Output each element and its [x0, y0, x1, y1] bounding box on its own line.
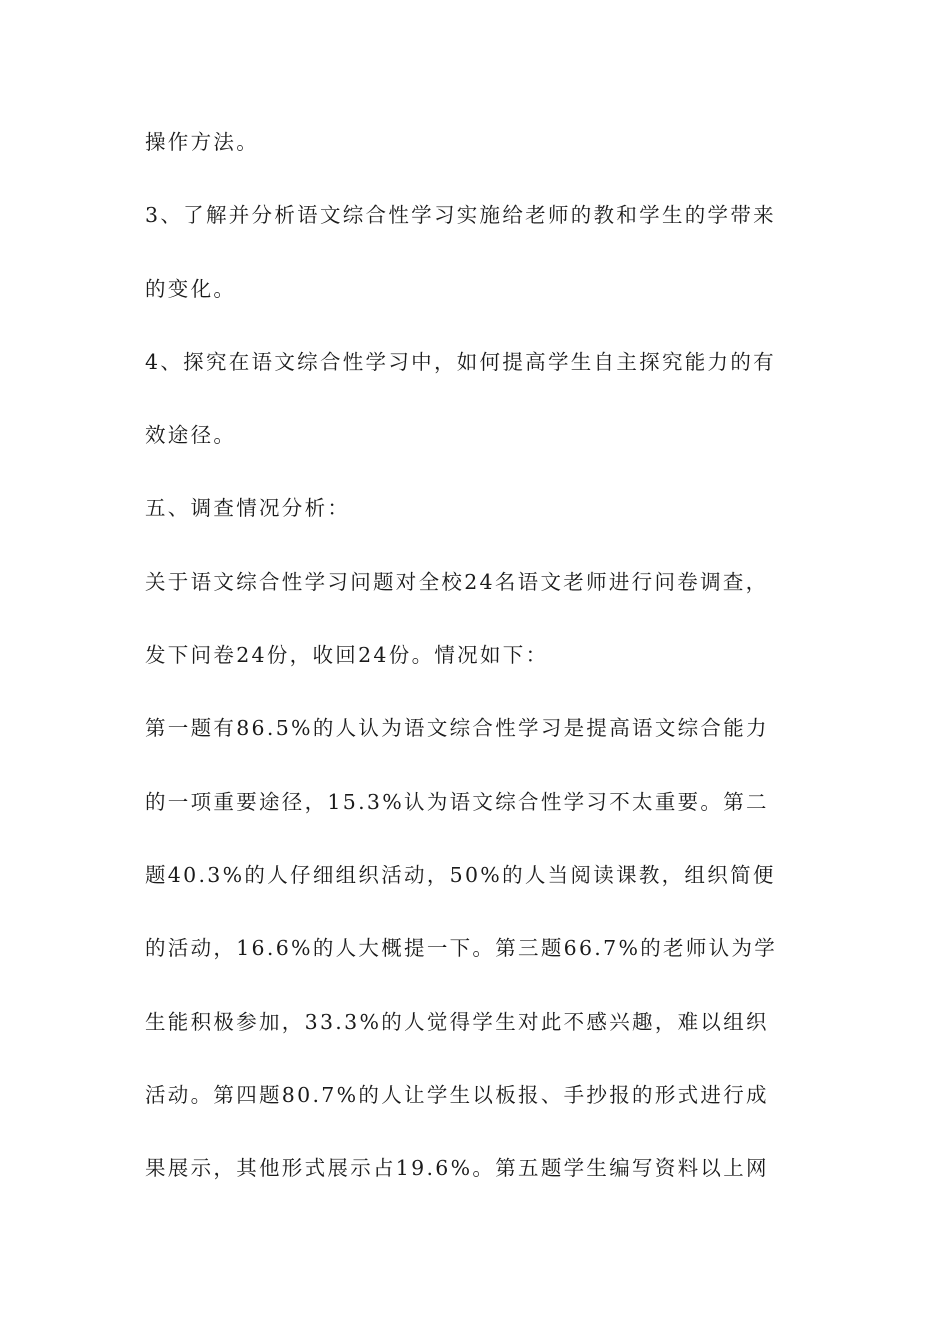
text-line: 活动。第四题80.7%的人让学生以板报、手抄报的形式进行成 — [145, 1082, 769, 1107]
text-line: 第一题有86.5%的人认为语文综合性学习是提高语文综合能力 — [145, 716, 769, 741]
document-body — [145, 130, 810, 1229]
text-line: 的变化。 — [145, 276, 237, 301]
text-line: 题40.3%的人仔细组织活动，50%的人当阅读课教，组织简便 — [145, 862, 776, 887]
text-line: 操作方法。 — [145, 130, 259, 154]
text-line: 果展示，其他形式展示占19.6%。第五题学生编写资料以上网 — [145, 1156, 769, 1181]
text-line: 效途径。 — [145, 423, 237, 448]
text-line: 发下问卷24份，收回24份。情况如下： — [145, 643, 549, 668]
section-heading: 五、调查情况分析： — [145, 496, 351, 521]
text-line: 4、探究在语文综合性学习中，如何提高学生自主探究能力的有 — [145, 349, 776, 374]
text-line: 的一项重要途径，15.3%认为语文综合性学习不太重要。第二 — [145, 789, 769, 814]
text-line: 生能积极参加，33.3%的人觉得学生对此不感兴趣，难以组织 — [145, 1009, 769, 1034]
text-line: 关于语文综合性学习问题对全校24名语文老师进行问卷调查， — [145, 569, 769, 594]
text-line: 3、了解并分析语文综合性学习实施给老师的教和学生的学带来 — [145, 203, 776, 228]
text-line: 的活动，16.6%的人大概提一下。第三题66.7%的老师认为学 — [145, 936, 778, 961]
